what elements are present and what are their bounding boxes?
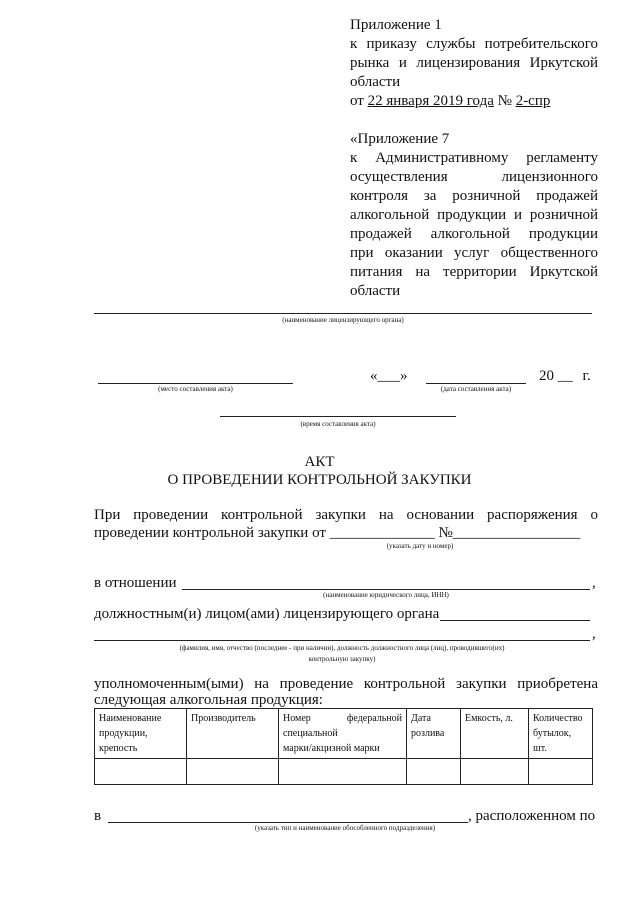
order-line-2 — [94, 525, 580, 542]
officials-line-2 — [94, 640, 590, 641]
appendix1-block — [350, 16, 598, 111]
location-prefix: в — [94, 808, 102, 824]
table-cell — [187, 759, 279, 785]
goods-table-header-row — [95, 709, 593, 759]
goods-table — [94, 708, 593, 785]
appendix7-line-5: продажей алкогольной продукции — [350, 226, 598, 242]
licensing-body-caption: (наименование лицензирующего органа) — [282, 316, 404, 324]
header-quantity: Количество бутылок, шт. — [529, 709, 593, 759]
order-number-sign: № — [438, 525, 453, 541]
year-prefix: 20 — [539, 368, 554, 384]
authorized-line-1: уполномоченным(ыми) на проведение контрольной закупки приобретена — [94, 676, 598, 692]
year-blank: __ — [557, 368, 573, 384]
date-open-quote: « — [370, 368, 378, 384]
place-caption: (место составления акта) — [158, 385, 233, 393]
appendix7-line-3: контроля за розничной продажей — [350, 188, 598, 204]
act-title: АКТ — [304, 454, 335, 470]
location-caption: (указать тип и наименование обособленного подразделения) — [254, 824, 436, 832]
appendix1-number-prefix: № — [497, 93, 512, 109]
date-day-blank: ___ — [377, 368, 400, 384]
header-product-name: Наименование продукции, крепость — [95, 709, 187, 759]
date-month-line — [426, 383, 526, 384]
date-close-quote: » — [400, 368, 408, 384]
appendix1-title: Приложение 1 — [350, 17, 442, 33]
table-cell — [279, 759, 407, 785]
year-field — [539, 368, 591, 385]
order-number-blank: _________________ — [452, 525, 581, 541]
appendix7-title: «Приложение 7 — [350, 131, 450, 147]
header-stamp-number: Номер федеральной специальной марки/акцизной марки — [279, 709, 407, 759]
time-line — [220, 416, 456, 417]
appendix7-line-8: области — [350, 283, 401, 299]
table-cell — [529, 759, 593, 785]
appendix1-date-value: 22 января 2019 года — [367, 93, 494, 109]
appendix7-line-1: к Административному регламенту — [350, 150, 598, 166]
location-line — [108, 822, 468, 823]
header-manufacturer: Производитель — [187, 709, 279, 759]
appendix7-block — [350, 130, 598, 301]
officials-comma: , — [592, 626, 596, 642]
time-caption: (время составления акта) — [300, 420, 376, 428]
officials-caption-1: (фамилия, имя, отчество (последнее - при наличии), должность должностного лица (лиц), проводившего(их) — [179, 644, 505, 652]
officials-line-1 — [440, 620, 590, 621]
location-suffix: , расположенном по — [468, 808, 596, 824]
table-cell — [461, 759, 529, 785]
licensing-body-line — [94, 313, 592, 314]
table-row — [95, 759, 593, 785]
regarding-line — [182, 589, 590, 590]
order-line-2-prefix: проведении контрольной закупки от — [94, 525, 326, 541]
officials-text: должностным(и) лицом(ами) лицензирующего органа — [94, 606, 440, 622]
appendix7-line-2: осуществления лицензионного — [350, 169, 598, 185]
order-line-1: При проведении контрольной закупки на основании распоряжения о — [94, 507, 598, 523]
appendix7-line-6: при оказании услуг общественного — [350, 245, 598, 261]
table-cell — [95, 759, 187, 785]
act-subtitle: О ПРОВЕДЕНИИ КОНТРОЛЬНОЙ ЗАКУПКИ — [167, 472, 472, 488]
regarding-comma: , — [592, 575, 596, 591]
order-date-blank: ______________ — [329, 525, 435, 541]
header-capacity: Емкость, л. — [461, 709, 529, 759]
regarding-caption: (наименование юридического лица, ИНН) — [323, 591, 449, 599]
year-suffix: г. — [582, 368, 591, 384]
order-caption: (указать дату и номер) — [386, 542, 454, 550]
appendix1-line-1: к приказу службы потребительского — [350, 36, 598, 52]
date-caption: (дата составления акта) — [440, 385, 512, 393]
appendix1-date-prefix: от — [350, 93, 364, 109]
appendix1-number-value: 2-спр — [515, 93, 551, 109]
table-cell — [407, 759, 461, 785]
appendix1-line-2: рынка и лицензирования Иркутской — [350, 55, 598, 71]
appendix1-date-line — [350, 92, 598, 111]
header-bottling-date: Дата розлива — [407, 709, 461, 759]
authorized-line-2: следующая алкогольная продукция: — [94, 692, 323, 708]
appendix1-line-3: области — [350, 74, 401, 90]
place-line — [98, 383, 293, 384]
appendix7-line-7: питания на территории Иркутской — [350, 264, 598, 280]
regarding-prefix: в отношении — [94, 575, 177, 591]
appendix7-line-4: алкогольной продукции и розничной — [350, 207, 598, 223]
officials-caption-2: контрольную закупку) — [308, 655, 376, 663]
